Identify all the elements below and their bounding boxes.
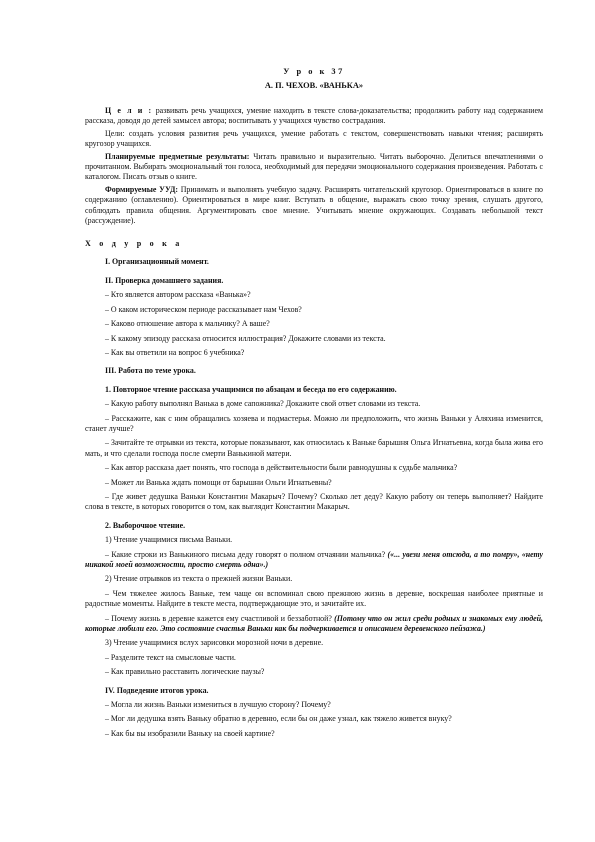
- item-text: 2) Чтение отрывков из текста о прежней жизни Ваньки.: [105, 574, 293, 584]
- item-text: – Почему жизнь в деревне кажется ему счастливой и беззаботной?: [105, 613, 335, 623]
- item-text: – Чем тяжелее жилось Ваньке, тем чаще он вспоминал свою прежнюю жизнь в деревне, воскрешая наиболее приятные и радостные моменты. Найдите в тексте места, подтверждающие это, и зачитайте их.: [85, 588, 543, 609]
- intro-paragraph: [85, 152, 543, 183]
- question-line: – Какую работу выполнял Ванька в доме сапожника? Докажите свой ответ словами из текста.: [105, 399, 421, 409]
- uud-text: Принимать и выполнять учебную задачу. Расширять читательский кругозор. Ориентироваться в книге по содержанию (оглавлению). Ориентироваться в мире книг. Вступать в общение, выражать свою точку зрения, слушать другого, соблюдать правила общения. Аргументировать свое мнение. Учитывать мнение окружающих. Создавать небольшой текст (рассуждение).: [85, 184, 543, 226]
- question-line: – Расскажите, как с ним обращались хозяева и подмастерья. Можно ли предположить, что жизнь Ваньки у Аляхина изменится, станет лучше?: [85, 413, 543, 433]
- uud-label: Формируемые УУД:: [105, 184, 178, 194]
- goals2-text: Цели: создать условия развития речь учащихся, умение работать с текстом, совершенствовать навыки чтения; расширять кругозор учащихся.: [85, 128, 543, 149]
- lesson-title: А. П. ЧЕХОВ. «ВАНЬКА»: [264, 81, 364, 90]
- intro-paragraph: [85, 106, 543, 127]
- question-line: – Мог ли дедушка взять Ваньку обратно в деревню, если бы он даже узнал, как тяжело живется внуку?: [105, 714, 452, 724]
- reading-item: [85, 535, 543, 545]
- reading-questions: [85, 399, 543, 513]
- goals-label: Ц е л и :: [105, 106, 153, 115]
- intro-block: [85, 106, 543, 226]
- reading-item: [85, 589, 543, 610]
- question-line: – Может ли Ванька ждать помощи от барышни Ольги Игнатьевны?: [105, 477, 332, 487]
- summary-questions: [85, 700, 543, 739]
- item-text: – Какие строки из Ванькиного письма деду говорят о полном отчаянии мальчика?: [105, 549, 388, 559]
- reading-item: [85, 614, 543, 635]
- intro-paragraph: [85, 129, 543, 150]
- item-answer: («... увези меня отсюда, а то помру», «нету никакой моей возможности, просто смерть одна».): [85, 549, 544, 569]
- question-line: – Кто является автором рассказа «Ванька»?: [105, 290, 251, 300]
- reading-item: [85, 638, 543, 648]
- subsection-heading: 1. Повторное чтение рассказа учащимися по абзацам и беседа по его содержанию.: [105, 384, 397, 394]
- item-text: 3) Чтение учащимися вслух зарисовки морозной ночи в деревне.: [105, 638, 324, 648]
- reading-item: [85, 667, 543, 677]
- question-line: – Где живет дедушка Ваньки Константин Макарыч? Почему? Сколько лет деду? Какую работу он теперь выполняет? Найдите слова в тексте, в которых говорится о том, как выглядит Константин Макарыч.: [85, 491, 543, 512]
- subsection-heading: 2. Выборочное чтение.: [105, 520, 186, 530]
- intro-paragraph: [85, 185, 543, 227]
- item-text: – Разделите текст на смысловые части.: [105, 652, 236, 662]
- results-text: Читать правильно и выразительно. Читать выборочно. Делиться впечатлениями о прочитанном. Выбирать эмоциональный тон голоса, необходимый для передачи эмоционального содержания произведения. Работать с каталогом. Писать отзыв о книге.: [85, 151, 543, 182]
- section-heading: III. Работа по теме урока.: [105, 366, 196, 376]
- question-line: – Могла ли жизнь Ваньки измениться в лучшую сторону? Почему?: [105, 700, 331, 710]
- question-line: – Каково отношение автора к мальчику? А ваше?: [105, 319, 270, 329]
- reading-item: [85, 574, 543, 584]
- homework-questions: [85, 290, 543, 358]
- item-text: – Как правильно расставить логические паузы?: [105, 667, 265, 677]
- lesson-number: У р о к 37: [283, 67, 345, 76]
- lesson-progress-heading: Х о д у р о к а: [85, 239, 183, 249]
- question-line: – Как бы вы изобразили Ваньку на своей картине?: [105, 728, 275, 738]
- goals-text: развивать речь учащихся, умение находить в тексте слова-доказательства; продолжить работу над содержанием рассказа, доводя до детей замысел автора; воспитывать у учащихся чувство сострадания.: [85, 106, 543, 126]
- question-line: – К какому эпизоду рассказа относится иллюстрация? Докажите словами из текста.: [105, 333, 386, 343]
- reading-item: [85, 550, 543, 571]
- question-line: – О каком историческом периоде рассказывает нам Чехов?: [105, 304, 302, 314]
- question-line: – Как автор рассказа дает понять, что господа в действительности были равнодушны к судьбе мальчика?: [105, 463, 458, 473]
- item-answer: (Потому что он жил среди родных и знакомых ему людей, которые любили его. Это состояние счастья Ваньки как бы подчеркивается и описанием деревенского пейзажа.): [85, 613, 543, 634]
- question-line: – Зачитайте те отрывки из текста, которые показывают, как относилась к Ваньке барышня Ольга Игнатьевна, когда была жива его мать, и что сделали господа после смерти Ванькиной матери.: [85, 438, 543, 458]
- section-heading: IV. Подведение итогов урока.: [105, 685, 209, 695]
- selective-reading: [85, 535, 543, 677]
- section-heading: I. Организационный момент.: [105, 257, 209, 267]
- section-heading: II. Проверка домашнего задания.: [105, 275, 224, 285]
- question-line: – Как вы ответили на вопрос 6 учебника?: [105, 347, 245, 357]
- reading-item: [85, 653, 543, 663]
- results-label: Планируемые предметные результаты:: [105, 151, 250, 161]
- item-text: 1) Чтение учащимися письма Ваньки.: [105, 535, 233, 545]
